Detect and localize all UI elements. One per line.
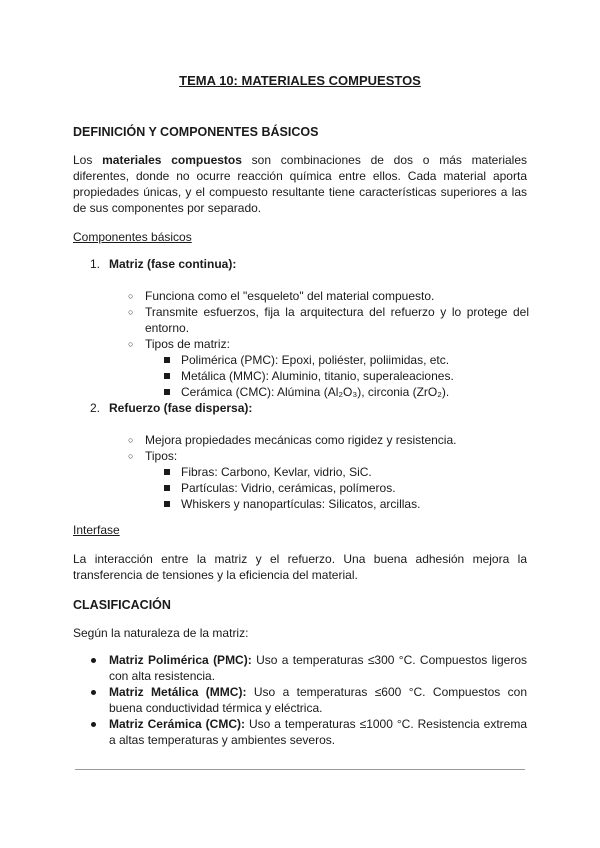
circle-bullet-icon: ○: [128, 291, 134, 301]
dot-bullet-icon: [91, 690, 96, 695]
square-bullet-icon: [164, 373, 170, 379]
circle-bullet-icon: ○: [128, 307, 134, 317]
matrix-type: Polimérica (PMC): Epoxi, poliéster, poliimidas, etc.: [181, 353, 450, 367]
square-bullet-icon: [164, 357, 170, 363]
reinforcement-point: Mejora propiedades mecánicas como rigidez y resistencia.: [145, 433, 457, 447]
dot-bullet-icon: [91, 658, 96, 663]
reinforcement-point: Tipos:: [145, 449, 178, 463]
square-bullet-icon: [164, 389, 170, 395]
intro-paragraph: Los materiales compuestos son combinaciones de dos o más materiales diferentes, donde no ocurre reacción química entre ellos. Cada material aporta propiedades únicas, y el compuesto resultante tiene características superiores a las de sus componentes por separado.: [73, 153, 527, 215]
matrix-point: Tipos de matriz:: [145, 337, 230, 351]
section-heading-definition: DEFINICIÓN Y COMPONENTES BÁSICOS: [73, 125, 319, 139]
dot-bullet-icon: [91, 722, 96, 727]
list-number: 2.: [90, 401, 101, 415]
matrix-type: Metálica (MMC): Aluminio, titanio, superaleaciones.: [181, 369, 454, 383]
reinforcement-heading: Refuerzo (fase dispersa):: [109, 401, 253, 415]
circle-bullet-icon: ○: [128, 339, 134, 349]
reinforcement-type: Fibras: Carbono, Kevlar, vidrio, SiC.: [181, 465, 372, 479]
circle-bullet-icon: ○: [128, 451, 134, 461]
intro-bold-term: materiales compuestos: [102, 153, 242, 167]
page-title: TEMA 10: MATERIALES COMPUESTOS: [179, 73, 421, 88]
circle-bullet-icon: ○: [128, 435, 134, 445]
section-heading-classification: CLASIFICACIÓN: [73, 598, 171, 612]
matrix-heading: Matriz (fase continua):: [109, 257, 237, 271]
classification-intro: Según la naturaleza de la matriz:: [73, 626, 249, 640]
classification-item: Matriz Metálica (MMC): Uso a temperaturas ≤600 °C. Compuestos con buena conductividad térmica y eléctrica.: [109, 685, 527, 715]
classification-item: Matriz Polimérica (PMC): Uso a temperaturas ≤300 °C. Compuestos ligeros con alta resistencia.: [109, 653, 527, 683]
reinforcement-type: Partículas: Vidrio, cerámicas, polímeros.: [181, 481, 396, 495]
subheading-interface: Interfase: [73, 523, 120, 537]
reinforcement-type: Whiskers y nanopartículas: Silicatos, arcillas.: [181, 497, 421, 511]
matrix-type: Cerámica (CMC): Alúmina (Al₂O₃), circonia (ZrO₂).: [181, 385, 450, 399]
classification-item: Matriz Cerámica (CMC): Uso a temperaturas ≤1000 °C. Resistencia extrema a altas temperaturas y ambientes severos.: [109, 717, 527, 747]
interface-paragraph: La interacción entre la matriz y el refuerzo. Una buena adhesión mejora la transferencia de tensiones y la eficiencia del material.: [73, 552, 527, 582]
square-bullet-icon: [164, 469, 170, 475]
matrix-point: Funciona como el "esqueleto" del material compuesto.: [145, 289, 435, 303]
matrix-point: Transmite esfuerzos, fija la arquitectura del refuerzo y lo protege del entorno.: [145, 305, 529, 335]
list-number: 1.: [90, 257, 101, 271]
square-bullet-icon: [164, 501, 170, 507]
square-bullet-icon: [164, 485, 170, 491]
footer-divider: [75, 769, 525, 770]
subheading-components: Componentes básicos: [73, 230, 192, 244]
